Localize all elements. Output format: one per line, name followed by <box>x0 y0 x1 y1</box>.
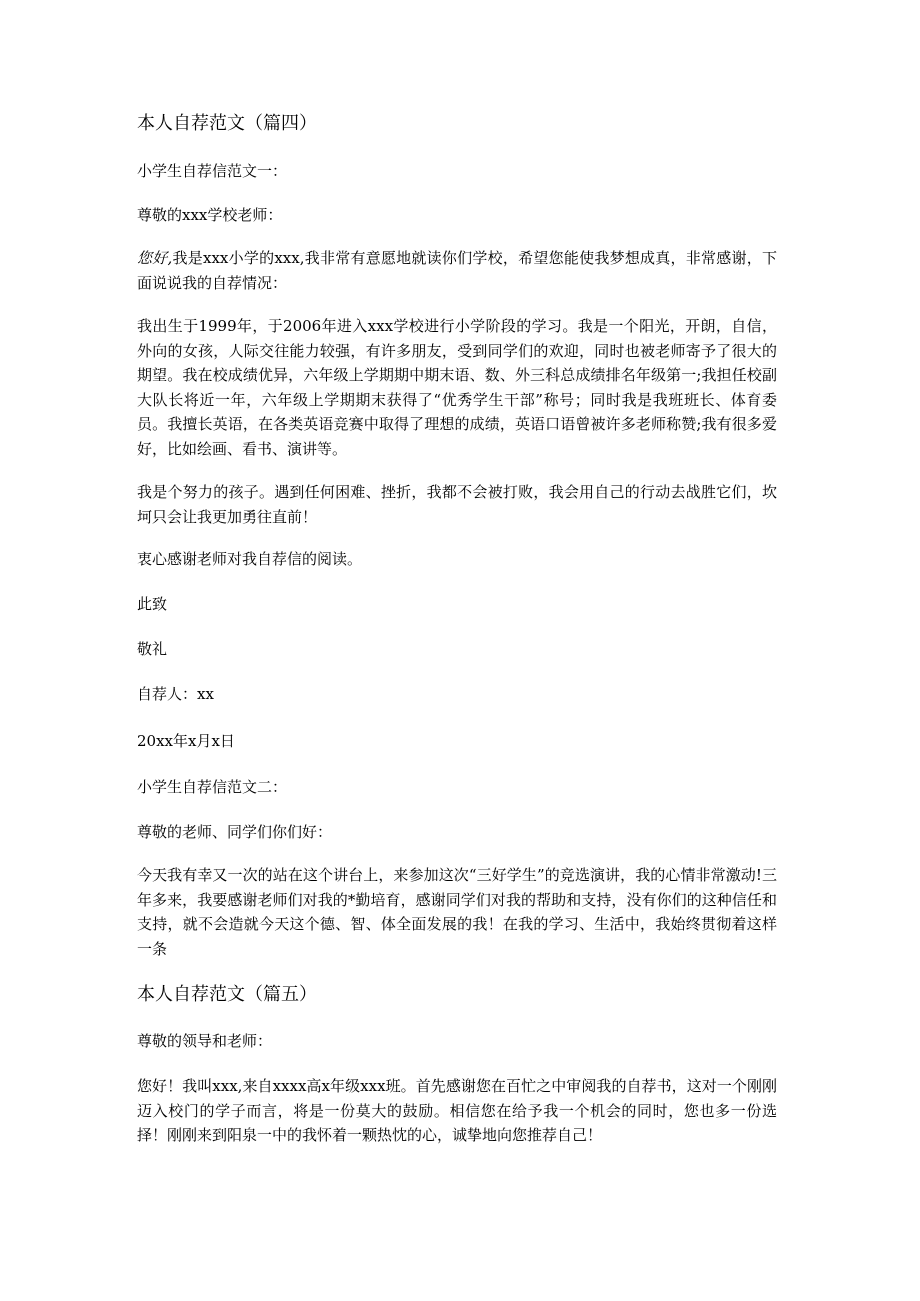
signature-line: 自荐人：xx <box>137 685 214 703</box>
greeting-text: 我是xxx小学的xxx,我非常有意愿地就读你们学校，希望您能使我梦想成真，非常感谢，下面说说我的自荐情况： <box>137 249 777 292</box>
thanks-line: 衷心感谢老师对我自荐信的阅读。 <box>137 550 363 568</box>
closing-line-2: 敬礼 <box>137 640 168 658</box>
date-line: 20xx年x月x日 <box>137 732 235 750</box>
body-paragraph-3: 今天我有幸又一次的站在这个讲台上，来参加这次“三好学生”的竞选演讲，我的心情非常激动!三年多来，我要感谢老师们对我的*勤培育，感谢同学们对我的帮助和支持，没有你们的这种信任和支持，就不会造就今天这个德、智、体全面发展的我！在我的学习、生活中，我始终贯彻着这样一条 <box>137 866 777 958</box>
section-5-salutation: 尊敬的领导和老师： <box>137 1032 273 1050</box>
body-paragraph-1: 我出生于1999年，于2006年进入xxx学校进行小学阶段的学习。我是一个阳光，开朗，自信，外向的女孩，人际交往能力较强，有许多朋友，受到同学们的欢迎，同时也被老师寄予了很大的期望。我在校成绩优异，六年级上学期期中期末语、数、外三科总成绩排名年级第一;我担任校副大队长将近一年，六年级上学期期末获得了“优秀学生干部”称号；同时我是我班班长、体育委员。我擅长英语，在各类英语竞赛中取得了理想的成绩，英语口语曾被许多老师称赞;我有很多爱好，比如绘画、看书、演讲等。 <box>137 317 777 458</box>
greeting-paragraph <box>137 246 777 295</box>
greeting-word: 您好, <box>137 249 173 267</box>
salutation-2: 尊敬的老师、同学们你们好： <box>137 823 333 841</box>
body-paragraph-2: 我是个努力的孩子。遇到任何困难、挫折，我都不会被打败，我会用自己的行动去战胜它们，坎坷只会让我更加勇往直前！ <box>137 483 777 526</box>
section-5-title: 本人自荐范文（篇五） <box>137 984 317 1005</box>
closing-line-1: 此致 <box>137 595 168 613</box>
salutation: 尊敬的xxx学校老师： <box>137 206 283 224</box>
sample-2-label: 小学生自荐信范文二： <box>137 778 288 796</box>
section-5-body-paragraph-1: 您好！我叫xxx,来自xxxx高x年级xxx班。首先感谢您在百忙之中审阅我的自荐书，这对一个刚刚迈入校门的学子而言，将是一份莫大的鼓励。相信您在给予我一个机会的同时，您也多一份选择！刚刚来到阳泉一中的我怀着一颗热忱的心，诚挚地向您推荐自己！ <box>137 1077 777 1144</box>
section-4-title: 本人自荐范文（篇四） <box>137 113 317 134</box>
sample-1-label: 小学生自荐信范文一： <box>137 162 288 180</box>
